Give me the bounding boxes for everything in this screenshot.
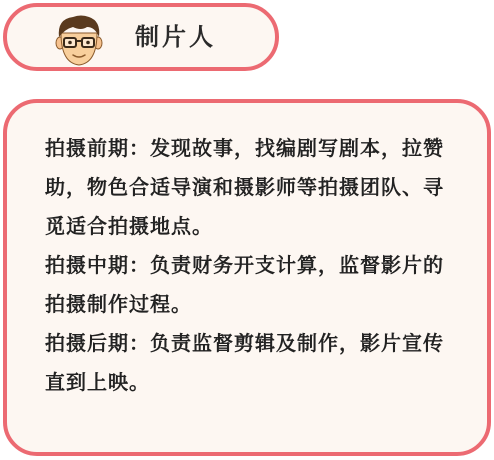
- title-badge: [3, 3, 279, 71]
- paragraph-pre-production: 拍摄前期：发现故事，找编剧写剧本，拉赞助，物色合适导演和摄影师等拍摄团队、寻觅适合拍摄地点。: [45, 136, 444, 238]
- description-text: [45, 129, 457, 402]
- page-title: 制片人: [135, 23, 216, 51]
- person-glasses-avatar-icon: [51, 13, 107, 69]
- description-panel: [3, 99, 491, 456]
- paragraph-production: 拍摄中期：负责财务开支计算，监督影片的拍摄制作过程。: [45, 253, 444, 316]
- paragraph-post-production: 拍摄后期：负责监督剪辑及制作，影片宣传直到上映。: [45, 331, 444, 394]
